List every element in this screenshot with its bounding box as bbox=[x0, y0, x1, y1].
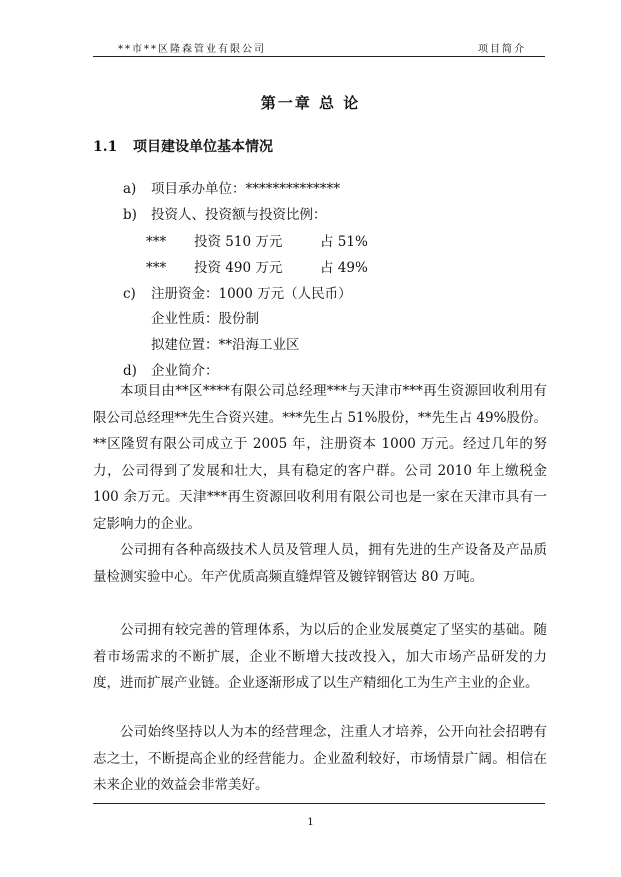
item-c-marker: c) bbox=[123, 286, 136, 302]
section-number: 1.1 bbox=[93, 139, 118, 155]
investor-share: 占 49% bbox=[320, 260, 368, 276]
page-number: 1 bbox=[307, 817, 314, 828]
enterprise-nature: 企业性质：股份制 bbox=[151, 311, 259, 327]
item-d bbox=[123, 359, 219, 379]
item-c bbox=[123, 282, 352, 302]
investor-share: 占 51% bbox=[320, 234, 368, 250]
body-paragraph: 公司拥有较完善的管理体系，为以后的企业发展奠定了坚实的基础。随着市场需求的不断扩展，企业不断增大技改投入，加大市场产品研发的力度，进而扩展产业链。企业逐渐形成了以生产精细化工为生产主业的企业。 bbox=[93, 622, 547, 691]
header-rule bbox=[93, 56, 545, 57]
item-a bbox=[123, 177, 340, 197]
item-d-text: 企业简介： bbox=[151, 363, 219, 379]
body-paragraph: 公司拥有各种高级技术人员及管理人员，拥有先进的生产设备及产品质量检测实验中心。年产优质高频直缝焊管及镀锌钢管达 80 万吨。 bbox=[93, 542, 547, 585]
section-title: 项目建设单位基本情况 bbox=[133, 139, 273, 155]
body-paragraph: 本项目由**区****有限公司总经理***与天津市***再生资源回收利用有限公司总经理**先生合资兴建。***先生占 51%股份，**先生占 49%股份。**区隆贸有限公司成立于 2005 年，注册资本 1000 万元。经过几年的努力，公司得到了发展和壮大，具有稳定的客户群。公司 2010 年上缴税金 100 余万元。天津***再生资源回收利用有限公司也是一家在天津市具有一定影响力的企业。 bbox=[93, 383, 547, 532]
item-b-text: 投资人、投资额与投资比例： bbox=[151, 207, 327, 223]
header-company: **市**区隆森管业有限公司 bbox=[118, 44, 266, 55]
section-heading bbox=[93, 136, 273, 156]
item-a-marker: a) bbox=[123, 181, 137, 197]
investor-name: *** bbox=[146, 234, 167, 250]
item-b bbox=[123, 203, 327, 223]
planned-location: 拟建位置：**沿海工业区 bbox=[151, 337, 300, 353]
body-paragraph: 公司始终坚持以人为本的经营理念，注重人才培养，公开向社会招聘有志之士，不断提高企业的经营能力。企业盈利较好，市场情景广阔。相信在未来企业的效益会非常美好。 bbox=[93, 724, 547, 793]
investor-name: *** bbox=[146, 260, 167, 276]
investor-row bbox=[146, 230, 368, 250]
header-section-label: 项目简介 bbox=[478, 44, 526, 55]
item-a-text: 项目承办单位：************** bbox=[151, 181, 340, 197]
chapter-title: 第一章 总 论 bbox=[260, 94, 361, 112]
item-d-marker: d) bbox=[123, 363, 137, 379]
investor-row bbox=[146, 256, 368, 276]
item-b-marker: b) bbox=[123, 207, 137, 223]
investor-amount: 投资 490 万元 bbox=[194, 260, 283, 276]
investor-amount: 投资 510 万元 bbox=[194, 234, 283, 250]
footer-rule bbox=[93, 803, 545, 804]
item-c-text: 注册资金：1000 万元（人民币） bbox=[151, 286, 352, 302]
